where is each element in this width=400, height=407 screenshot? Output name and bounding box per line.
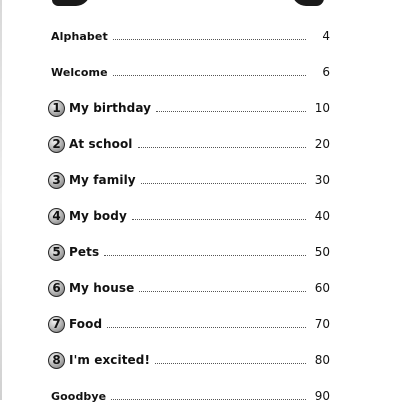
- dot-leader: [155, 363, 306, 364]
- dot-leader: [139, 291, 306, 292]
- toc-row-unit-5: [48, 241, 330, 263]
- unit-number-badge: 5: [48, 244, 65, 261]
- toc-title: My birthday: [69, 101, 152, 115]
- toc-title: I'm excited!: [69, 353, 151, 367]
- unit-number-badge: 4: [48, 208, 65, 225]
- toc-title: Welcome: [51, 65, 108, 79]
- toc-page-number: 20: [314, 137, 330, 151]
- toc-page-number: 30: [314, 173, 330, 187]
- dot-leader: [104, 255, 306, 256]
- dot-leader: [107, 327, 306, 328]
- toc-row-unit-6: [48, 277, 330, 299]
- toc-page-number: 70: [314, 317, 330, 331]
- toc-page-number: 6: [322, 65, 330, 79]
- toc-title: Pets: [69, 245, 100, 259]
- toc-row-goodbye: [48, 385, 330, 407]
- toc-title: At school: [69, 137, 133, 151]
- toc-page-number: 40: [314, 209, 330, 223]
- toc-row-unit-7: [48, 313, 330, 335]
- unit-number-badge: 7: [48, 316, 65, 333]
- toc-title: Alphabet: [51, 29, 108, 43]
- toc-row-unit-4: [48, 205, 330, 227]
- toc-page-number: 50: [314, 245, 330, 259]
- unit-number-badge: 6: [48, 280, 65, 297]
- unit-number-badge: 8: [48, 352, 65, 369]
- toc-row-unit-8: [48, 349, 330, 371]
- dot-leader: [113, 75, 306, 76]
- toc-title: Goodbye: [51, 389, 107, 403]
- toc-title: My family: [69, 173, 136, 187]
- toc-row-unit-3: [48, 169, 330, 191]
- toc-title: My body: [69, 209, 127, 223]
- toc-row-unit-1: [48, 97, 330, 119]
- dot-leader: [132, 219, 306, 220]
- dot-leader: [113, 39, 306, 40]
- unit-number-badge: 3: [48, 172, 65, 189]
- dot-leader: [138, 147, 306, 148]
- dot-leader: [111, 399, 306, 400]
- unit-number-badge: 2: [48, 136, 65, 153]
- dot-leader: [156, 111, 306, 112]
- toc-page-number: 80: [314, 353, 330, 367]
- toc-row-welcome: [48, 61, 330, 83]
- toc-page-number: 90: [314, 389, 330, 403]
- dot-leader: [141, 183, 306, 184]
- unit-number-badge: 1: [48, 100, 65, 117]
- toc-page-number: 4: [322, 29, 330, 43]
- toc-title: My house: [69, 281, 135, 295]
- toc-page-number: 10: [314, 101, 330, 115]
- toc-title: Food: [69, 317, 103, 331]
- toc-row-unit-2: [48, 133, 330, 155]
- toc-page-number: 60: [314, 281, 330, 295]
- toc-row-alphabet: [48, 25, 330, 47]
